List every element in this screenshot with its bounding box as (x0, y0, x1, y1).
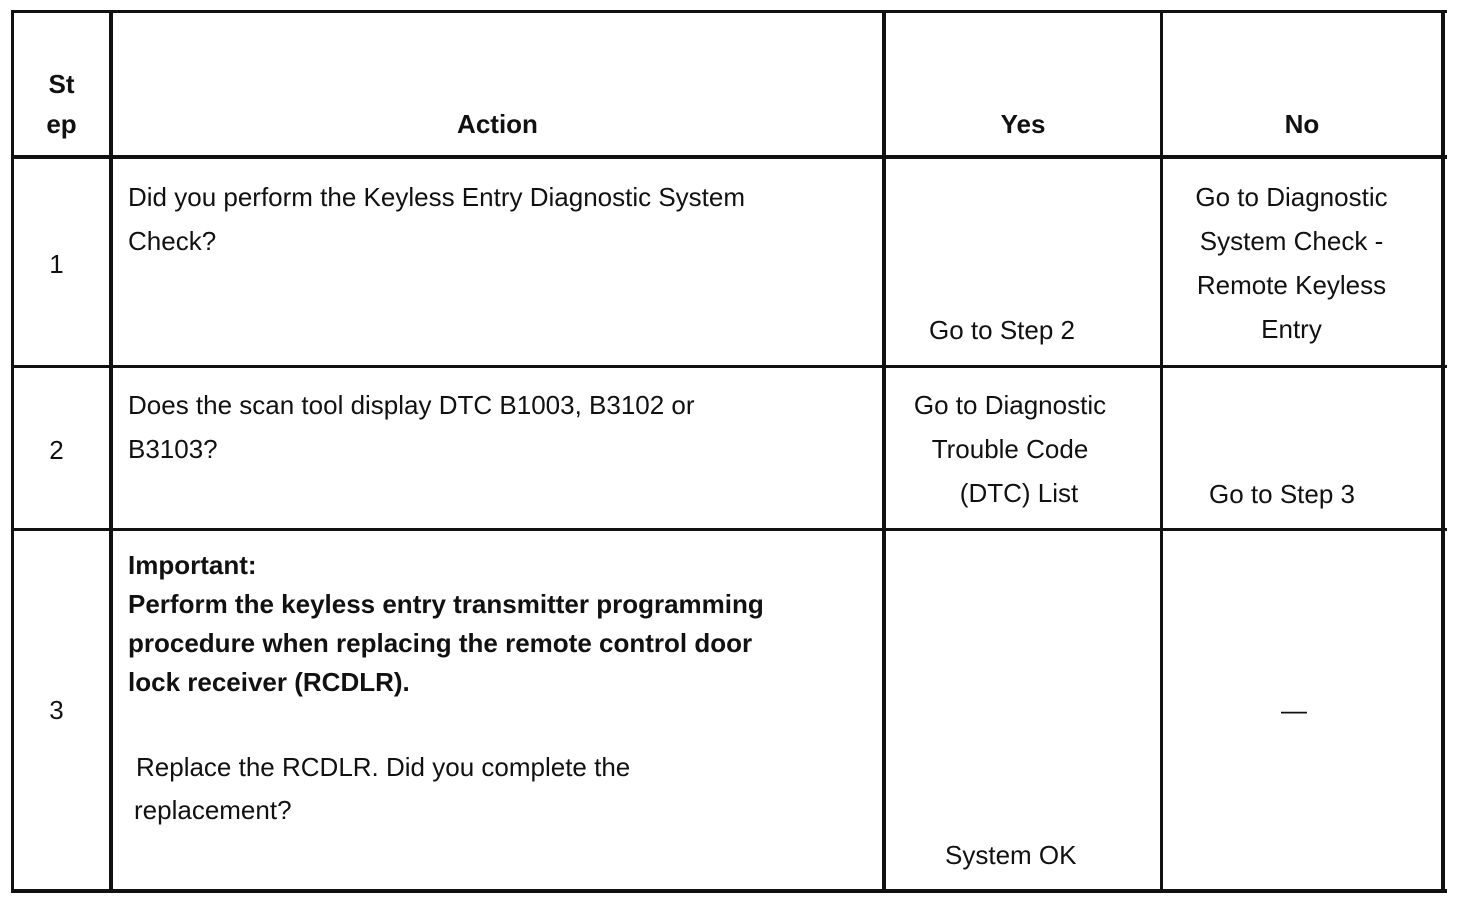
row-1-no-line-3: Remote Keyless (1196, 270, 1387, 300)
row-divider-1 (11, 365, 1447, 368)
header-action: Action (457, 109, 538, 139)
row-2-no: Go to Step 3 (1209, 479, 1355, 509)
row-1-yes: Go to Step 2 (929, 315, 1075, 345)
row-3-action-line-2: replacement? (134, 795, 292, 825)
row-3-important-line-1: Perform the keyless entry transmitter programming (128, 589, 764, 619)
row-1-step: 1 (49, 249, 64, 279)
row-3-important-line-2: procedure when replacing the remote control door (128, 628, 753, 658)
row-1-no-line-1: Go to Diagnostic (1195, 182, 1388, 212)
row-1-no (1163, 175, 1420, 351)
row-1-no-line-2: System Check - (1199, 226, 1384, 256)
row-2-action-line-2: B3103? (128, 434, 218, 464)
row-3-step: 3 (49, 695, 64, 725)
row-3-important-line-3: lock receiver (RCDLR). (128, 667, 410, 697)
header-step (14, 62, 109, 146)
table-border-right (1441, 10, 1445, 893)
row-1-action-line-2: Check? (128, 226, 217, 256)
row-1-action-line-1: Did you perform the Keyless Entry Diagnostic System (128, 182, 746, 212)
row-2-yes-line-2: Trouble Code (931, 434, 1089, 464)
row-2-yes-line-1: Go to Diagnostic (913, 390, 1107, 420)
row-3-yes: System OK (945, 840, 1077, 870)
header-yes: Yes (1000, 109, 1046, 139)
row-3-no: — (1281, 695, 1307, 725)
row-3-important-label: Important: (128, 550, 257, 580)
row-divider-2 (11, 528, 1447, 531)
row-3-action-line-1: Replace the RCDLR. Did you complete the (136, 752, 631, 782)
header-step-line-1: St (48, 69, 75, 99)
header-divider (11, 155, 1447, 159)
row-2-step: 2 (49, 435, 64, 465)
table-border-bottom (11, 889, 1447, 893)
header-no: No (1284, 109, 1320, 139)
header-step-line-2: ep (46, 109, 77, 139)
row-1-no-line-4: Entry (1261, 314, 1322, 344)
row-2-yes-line-3: (DTC) List (959, 478, 1079, 508)
table-border-top (11, 10, 1447, 13)
row-2-yes (886, 383, 1134, 515)
row-2-action-line-1: Does the scan tool display DTC B1003, B3102 or (128, 390, 695, 420)
